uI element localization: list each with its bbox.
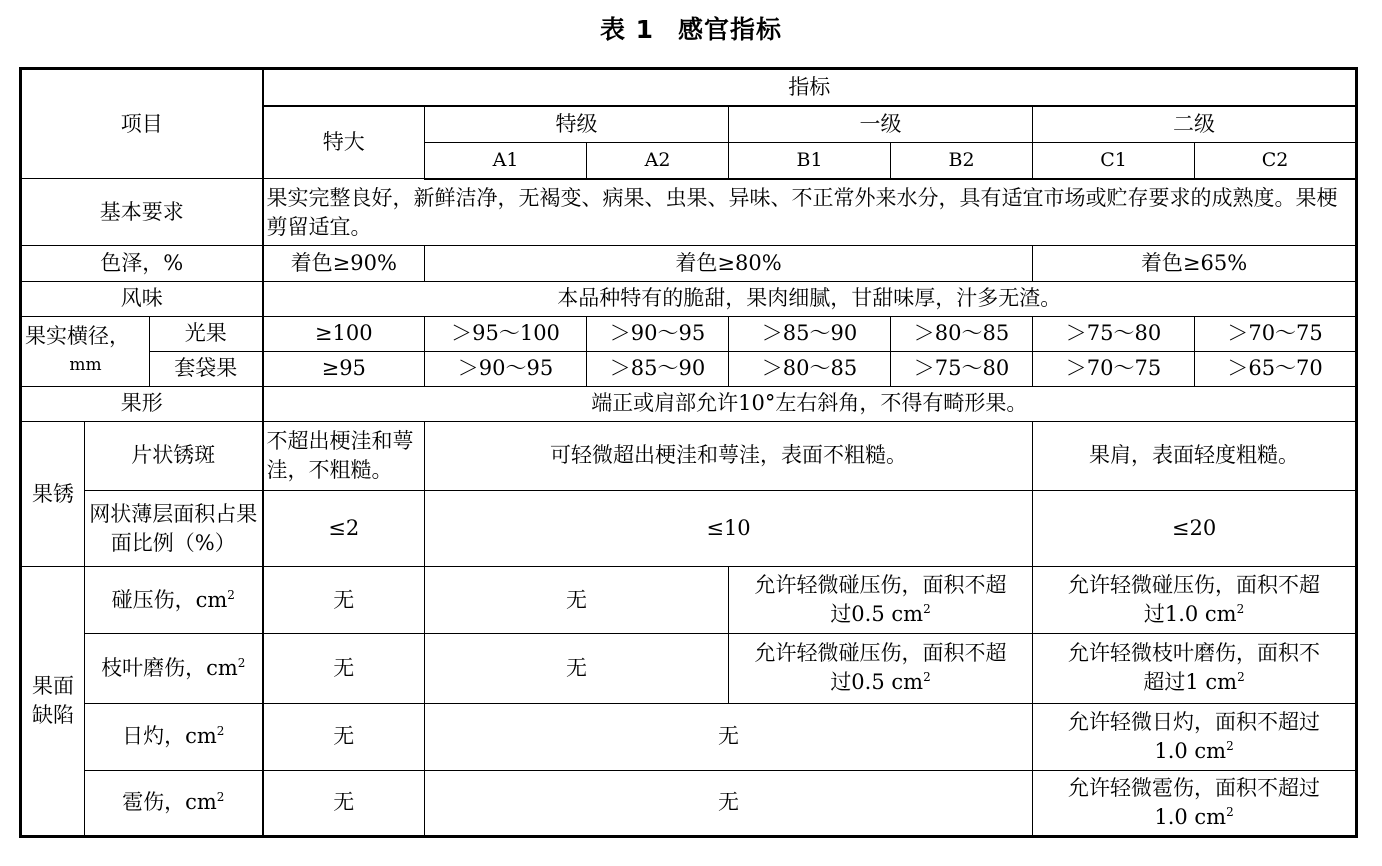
russet-label: 果锈 (21, 421, 85, 566)
bruise-yi-ji: 允许轻微碰压伤，面积不超 过0.5 $cm^2$ (729, 567, 1033, 634)
hail-mid: 无 (425, 770, 1033, 836)
patchy-grade2: 果肩，表面轻度粗糙。 (1033, 421, 1357, 490)
grade-b2: B2 (891, 143, 1033, 179)
defects-label: 果面缺陷 (21, 567, 85, 837)
bare-b1: ＞85～90 (729, 316, 891, 351)
bagged-c2: ＞65～70 (1195, 351, 1357, 386)
bagged-b1: ＞80～85 (729, 351, 891, 386)
hail-te-da: 无 (263, 770, 425, 836)
net-grade2: ≤20 (1033, 491, 1357, 567)
header-te-ji: 特级 (425, 106, 729, 143)
header-indicator: 指标 (263, 69, 1357, 106)
bare-fruit-label: 光果 (150, 316, 263, 351)
header-yi-ji: 一级 (729, 106, 1033, 143)
sunburn-label: 日灼，$cm^2$ (85, 703, 263, 770)
bagged-te-da: ≥95 (263, 351, 425, 386)
bare-a2: ＞90～95 (587, 316, 729, 351)
bare-c2: ＞70～75 (1195, 316, 1357, 351)
branch-er-ji: 允许轻微枝叶磨伤，面积不 超过1 $cm^2$ (1033, 634, 1357, 703)
sunburn-mid: 无 (425, 703, 1033, 770)
branch-yi-ji: 允许轻微碰压伤，面积不超 过0.5 $cm^2$ (729, 634, 1033, 703)
net-te-da: ≤2 (263, 491, 425, 567)
color-te-da: 着色≥90% (263, 246, 425, 281)
bare-a1: ＞95～100 (425, 316, 587, 351)
sensory-index-table (19, 67, 1358, 838)
bruise-er-ji: 允许轻微碰压伤，面积不超 过1.0 $cm^2$ (1033, 567, 1357, 634)
basic-requirement-label: 基本要求 (21, 179, 263, 246)
flavor-text: 本品种特有的脆甜，果肉细腻，甘甜味厚，汁多无渣。 (263, 281, 1357, 316)
bruise-te-ji: 无 (425, 567, 729, 634)
table-name: 感官指标 (678, 15, 783, 44)
grade-c1: C1 (1033, 143, 1195, 179)
sunburn-te-da: 无 (263, 703, 425, 770)
sunburn-er-ji: 允许轻微日灼，面积不超过 1.0 $cm^2$ (1033, 703, 1357, 770)
hail-er-ji: 允许轻微雹伤，面积不超过 1.0 $cm^2$ (1033, 770, 1357, 836)
net-mid: ≤10 (425, 491, 1033, 567)
bare-b2: ＞80～85 (891, 316, 1033, 351)
bare-c1: ＞75～80 (1033, 316, 1195, 351)
branch-te-ji: 无 (425, 634, 729, 703)
grade-c2: C2 (1195, 143, 1357, 179)
basic-requirement-text: 果实完整良好，新鲜洁净，无褐变、病果、虫果、异味、不正常外来水分，具有适宜市场或贮存要求的成熟度。果梗剪留适宜。 (263, 179, 1357, 246)
diameter-label-line2: mm (69, 355, 102, 376)
bagged-c1: ＞70～75 (1033, 351, 1195, 386)
table-number: 表 1 (599, 15, 655, 44)
bagged-a1: ＞90～95 (425, 351, 587, 386)
diameter-label-line1: 果实横径， (25, 324, 130, 349)
grade-a1: A1 (425, 143, 587, 179)
bare-te-da: ≥100 (263, 316, 425, 351)
header-item: 项目 (21, 69, 263, 179)
patchy-mid: 可轻微超出梗洼和萼洼，表面不粗糙。 (425, 421, 1033, 490)
hail-label: 雹伤，$cm^2$ (85, 770, 263, 836)
shape-label: 果形 (21, 386, 263, 421)
color-grade1: 着色≥80% (425, 246, 1033, 281)
bruise-label: 碰压伤，$cm^2$ (85, 567, 263, 634)
net-russet-label: 网状薄层面积占果面比例（%） (85, 491, 263, 567)
diameter-label (21, 316, 150, 386)
bagged-fruit-label: 套袋果 (150, 351, 263, 386)
patchy-te-da: 不超出梗洼和萼洼，不粗糙。 (263, 421, 425, 490)
color-label: 色泽，% (21, 246, 263, 281)
flavor-label: 风味 (21, 281, 263, 316)
bagged-b2: ＞75～80 (891, 351, 1033, 386)
header-er-ji: 二级 (1033, 106, 1357, 143)
table-title (0, 12, 1382, 48)
color-grade2: 着色≥65% (1033, 246, 1357, 281)
header-te-da: 特大 (263, 106, 425, 179)
branch-te-da: 无 (263, 634, 425, 703)
grade-a2: A2 (587, 143, 729, 179)
patchy-russet-label: 片状锈斑 (85, 421, 263, 490)
shape-text: 端正或肩部允许10°左右斜角，不得有畸形果。 (263, 386, 1357, 421)
bagged-a2: ＞85～90 (587, 351, 729, 386)
branch-abrasion-label: 枝叶磨伤，$cm^2$ (85, 634, 263, 703)
grade-b1: B1 (729, 143, 891, 179)
bruise-te-da: 无 (263, 567, 425, 634)
